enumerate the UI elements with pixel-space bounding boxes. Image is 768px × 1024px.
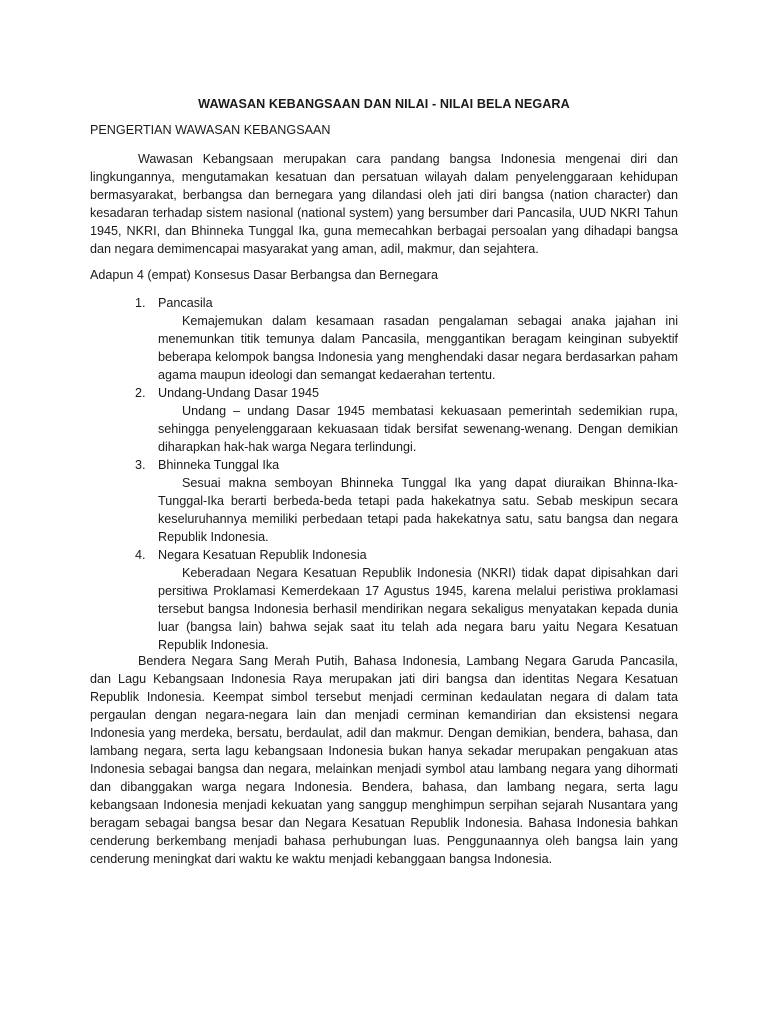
list-item-title: Undang-Undang Dasar 1945 — [158, 386, 320, 400]
definition-paragraph: Wawasan Kebangsaan merupakan cara pandang bangsa Indonesia mengenai diri dan lingkungannya, mengutamakan kesatuan dan persatuan wilayah dalam penyelenggaraan kehidupan bermasyarakat, berbangsa dan bernegara yang dilandasi oleh jati diri bangsa (nation character) dan kesadaran terhadap sistem nasional (national system) yang bersumber dari Pancasila, UUD NKRI Tahun 1945, NKRI, dan Bhinneka Tunggal Ika, guna memecahkan berbagai persoalan yang dihadapi bangsa dan negara demimencapai masyarakat yang aman, adil, makmur, dan sejahtera. — [90, 152, 678, 256]
list-item-description: Kemajemukan dalam kesamaan rasadan pengalaman sebagai anaka jajahan ini menemunkan titik temunya dalam Pancasila, menggantikan beragam keinginan subyektif beberapa kelompok bangsa Indonesia yang menghendaki dasar negara berdasarkan paham agama maupun ideologi dan semangat kedaerahan tertentu. — [158, 314, 678, 382]
document-title: WAWASAN KEBANGSAAN DAN NILAI - NILAI BELA NEGARA — [198, 97, 570, 111]
list-item-uud-1945 — [90, 384, 678, 456]
list-item-description: Sesuai makna semboyan Bhinneka Tunggal Ika yang dapat diuraikan Bhinna-Ika-Tunggal-Ika berarti berbeda-beda tetapi pada hakekatnya satu. Sebab meskipun secara keseluruhannya memiliki perbedaan tetapi pada hakekatnya satu, satu bangsa dan negara Republik Indonesia. — [158, 476, 678, 544]
list-item-nkri — [90, 546, 678, 654]
list-item-number: 4. — [135, 548, 146, 562]
list-item-pancasila — [90, 294, 678, 384]
list-item-title: Pancasila — [158, 296, 213, 310]
list-item-number: 3. — [135, 458, 146, 472]
section-heading: PENGERTIAN WAWASAN KEBANGSAAN — [90, 123, 331, 137]
national-symbols-paragraph: Bendera Negara Sang Merah Putih, Bahasa Indonesia, Lambang Negara Garuda Pancasila, dan Lagu Kebangsaan Indonesia Raya merupakan jati diri bangsa dan identitas Negara Kesatuan Republik Indonesia. Keempat simbol tersebut menjadi cerminan kedaulatan negara di dalam tata pergaulan dengan negara-negara lain dan menjadi cerminan kemandirian dan eksistensi negara Indonesia yang merdeka, bersatu, berdaulat, adil dan makmur. Dengan demikian, bendera, bahasa, dan lambang negara, serta lagu kebangsaan Indonesia bukan hanya sekadar merupakan pengakuan atas Indonesia sebagai bangsa dan negara, melainkan menjadi symbol atau lambang negara yang dihormati dan dibanggakan warga negara Indonesia. Bendera, bahasa, dan lambang negara, serta lagu kebangsaan Indonesia menjadi kekuatan yang sanggup menghimpun serpihan sejarah Nusantara yang beragam sebagai bangsa besar dan Negara Kesatuan Republik Indonesia. Bahasa Indonesia bahkan cenderung berkembang menjadi bahasa perhubungan luas. Penggunaannya oleh bangsa lain yang cenderung meningkat dari waktu ke waktu menjadi kebanggaan bangsa Indonesia. — [90, 654, 678, 866]
list-item-description: Undang – undang Dasar 1945 membatasi kekuasaan pemerintah sedemikian rupa, sehingga penyelenggaraan kekuasaan tidak bersifat sewenang-wenang. Dengan demikian diharapkan hak-hak warga Negara terlindungi. — [158, 404, 678, 454]
list-item-number: 1. — [135, 296, 146, 310]
list-item-bhinneka — [90, 456, 678, 546]
list-item-description: Keberadaan Negara Kesatuan Republik Indonesia (NKRI) tidak dapat dipisahkan dari persitiwa Proklamasi Kemerdekaan 17 Agustus 1945, karena melalui peristiwa proklamasi tersebut bangsa Indonesia berhasil mendirikan negara sekaligus menyatakan kepada dunia luar (bangsa lain) bahwa sejak saat itu telah ada negara baru yaitu Negara Kesatuan Republik Indonesia. — [158, 566, 678, 652]
list-item-number: 2. — [135, 386, 146, 400]
list-item-title: Bhinneka Tunggal Ika — [158, 458, 280, 472]
consensus-intro: Adapun 4 (empat) Konsesus Dasar Berbangsa dan Bernegara — [90, 268, 438, 282]
consensus-list — [90, 294, 678, 654]
list-item-title: Negara Kesatuan Republik Indonesia — [158, 548, 367, 562]
